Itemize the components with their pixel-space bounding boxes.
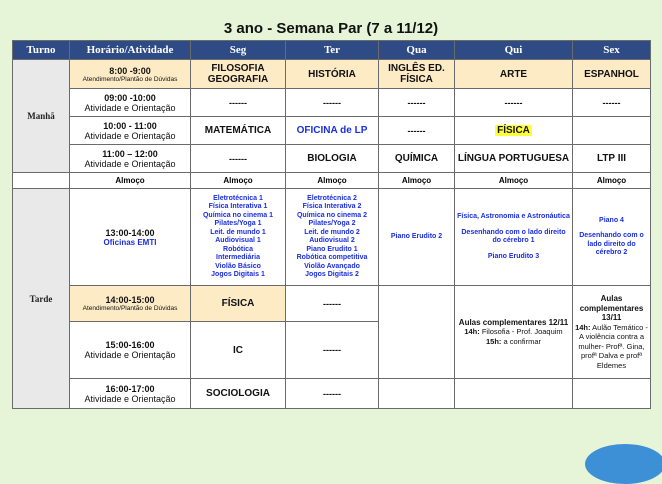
time-label: 10:00 - 11:00 (103, 120, 157, 131)
time-label: 13:00-14:00 (105, 227, 155, 238)
time-sub: Atendimento/Plantão de Dúvidas (82, 305, 178, 312)
aulas-title: Aulas complementares 13/11 (579, 294, 644, 322)
cell-sex: ------ (573, 89, 651, 117)
workshop-item: Química no cinema 1 (202, 211, 274, 219)
time-sub: Atividade e Orientação (84, 102, 176, 113)
aulas-text: Filosofia - Prof. Joaquim (479, 327, 563, 337)
cell-qua: ------ (379, 117, 455, 145)
cell-sex (573, 189, 651, 286)
time-cell (70, 286, 191, 322)
workshop-item: Jogos Digitais 2 (305, 271, 359, 278)
cell-qui-aulas (455, 286, 573, 379)
time-label: 16:00-17:00 (105, 383, 155, 394)
page-title: 3 ano - Semana Par (7 a 11/12) (223, 20, 439, 37)
cell-seg: FILOSOFIA GEOGRAFIA (191, 60, 286, 89)
cell-ter: ------ (286, 286, 379, 322)
time-sub: Atividade e Orientação (84, 130, 176, 141)
cell-seg: SOCIOLOGIA (191, 379, 286, 409)
cell-qui: ------ (455, 89, 573, 117)
time-cell (70, 89, 191, 117)
workshop-item: Piano Erudito 1 (306, 245, 358, 253)
cell-qua: INGLÊS ED. FÍSICA (379, 60, 455, 89)
workshop-item: Jogos Digitais 1 (211, 271, 265, 278)
cell-qua: QUÍMICA (379, 145, 455, 173)
cell-seg: FÍSICA (191, 286, 286, 322)
time-sub: Atividade e Orientação (84, 393, 176, 404)
time-label: 14:00-15:00 (105, 295, 155, 305)
header-row (13, 41, 651, 60)
lunch-cell: Almoço (379, 173, 455, 189)
time-label: 11:00 – 12:00 (102, 148, 158, 159)
cell-qua-empty (379, 379, 455, 409)
header-sex: Sex (573, 41, 651, 60)
cell-seg (191, 189, 286, 286)
cell-seg: IC (191, 322, 286, 379)
time-cell (70, 322, 191, 379)
workshop-item: Robótica competitiva (296, 254, 368, 261)
aulas-time: 14h: (464, 327, 480, 337)
turno-manha: Manhã (13, 60, 70, 173)
time-label: 09:00 -10:00 (104, 92, 156, 103)
lunch-cell: Almoço (191, 173, 286, 189)
time-cell (70, 60, 191, 89)
workshop-item: Eletrotécnica 2 (307, 194, 357, 202)
cell-sex: ESPANHOL (573, 60, 651, 89)
cell-ter: BIOLOGIA (286, 145, 379, 173)
workshop-item: Leit. de mundo 1 (210, 228, 266, 236)
aulas-time: 14h: (575, 322, 591, 332)
lunch-cell: Almoço (286, 173, 379, 189)
header-horario: Horário/Atividade (70, 41, 191, 60)
table-row (13, 89, 651, 117)
cell-ter (286, 189, 379, 286)
aulas-time: 15h: (485, 336, 502, 346)
time-sub: Atividade e Orientação (84, 350, 176, 360)
workshop-item: Eletrotécnica 1 (213, 194, 263, 202)
cell-qui: LÍNGUA PORTUGUESA (455, 145, 573, 173)
workshop-item: Intermediária (216, 254, 260, 261)
lunch-cell: Almoço (573, 173, 651, 189)
workshop-item: Desenhando com o lado direito do cérebro 1 (461, 228, 566, 244)
cell-qui (455, 117, 573, 145)
cell-qua: Piano Erudito 2 (379, 189, 455, 286)
time-sub: Oficinas EMTI (103, 237, 157, 247)
lunch-cell: Almoço (70, 173, 191, 189)
lunch-cell: Almoço (455, 173, 573, 189)
workshop-item: Leit. de mundo 2 (304, 228, 360, 236)
lunch-row (13, 173, 651, 189)
cell-seg: ------ (191, 89, 286, 117)
cell-ter: ------ (286, 89, 379, 117)
workshop-item: Pilates/Yoga 2 (308, 220, 356, 227)
cell-ter: HISTÓRIA (286, 60, 379, 89)
cell-sex: LTP III (573, 145, 651, 173)
time-label: 15:00-16:00 (105, 340, 155, 350)
header-qua: Qua (379, 41, 455, 60)
table-row (13, 145, 651, 173)
header-seg: Seg (191, 41, 286, 60)
time-sub: Atendimento/Plantão de Dúvidas (82, 75, 178, 83)
workshop-item: Química no cinema 2 (296, 211, 368, 219)
cell-ter: ------ (286, 379, 379, 409)
aulas-text: Aulão Temático - A violência contra a mulher- Profª. Gina, profª Dalva e profª Eldemes (578, 322, 648, 370)
table-row (13, 60, 651, 89)
time-cell (70, 145, 191, 173)
aulas-text: a confirmar (501, 336, 542, 346)
time-label: 8:00 -9:00 (109, 65, 151, 76)
workshop-item: Piano Erudito 3 (487, 252, 540, 260)
workshop-item: Violão Avançado (304, 262, 360, 270)
table-row (13, 117, 651, 145)
workshop-item: Física, Astronomia e Astronáutica (457, 213, 570, 220)
table-row (13, 286, 651, 322)
time-cell (70, 379, 191, 409)
workshop-item: Desenhando com o lado direito do cérebro 2 (579, 232, 644, 256)
workshop-item: Física Interativa 1 (208, 203, 268, 210)
table-row (13, 189, 651, 286)
time-cell (70, 117, 191, 145)
cell-sex-aulas (573, 286, 651, 379)
header-turno: Turno (13, 41, 70, 60)
time-cell (70, 189, 191, 286)
cell-qua-empty (379, 286, 455, 379)
decorative-circle (585, 444, 662, 484)
workshop-item: Audiovisual 2 (309, 237, 355, 244)
workshop-item: Violão Básico (215, 262, 261, 270)
cell-qua: ------ (379, 89, 455, 117)
cell-qui (455, 189, 573, 286)
cell-ter: ------ (286, 322, 379, 379)
highlighted-subject: FÍSICA (497, 125, 530, 136)
workshop-item: Física Interativa 2 (302, 203, 362, 210)
header-ter: Ter (286, 41, 379, 60)
turno-tarde: Tarde (13, 189, 70, 409)
cell-ter: OFICINA de LP (286, 117, 379, 145)
workshop-item: Pilates/Yoga 1 (214, 220, 262, 227)
workshop-item: Piano 4 (599, 216, 624, 224)
cell-qui: ARTE (455, 60, 573, 89)
header-qui: Qui (455, 41, 573, 60)
workshop-item: Robótica (223, 245, 253, 253)
workshop-item: Audiovisual 1 (215, 237, 261, 244)
cell-sex-empty (573, 379, 651, 409)
schedule-table (12, 40, 651, 409)
cell-seg: MATEMÁTICA (191, 117, 286, 145)
lunch-cell (13, 173, 70, 189)
aulas-title: Aulas complementares 12/11 (458, 317, 569, 327)
cell-qui-empty (455, 379, 573, 409)
table-row (13, 379, 651, 409)
time-sub: Atividade e Orientação (84, 158, 176, 169)
cell-sex (573, 117, 651, 145)
cell-seg: ------ (191, 145, 286, 173)
